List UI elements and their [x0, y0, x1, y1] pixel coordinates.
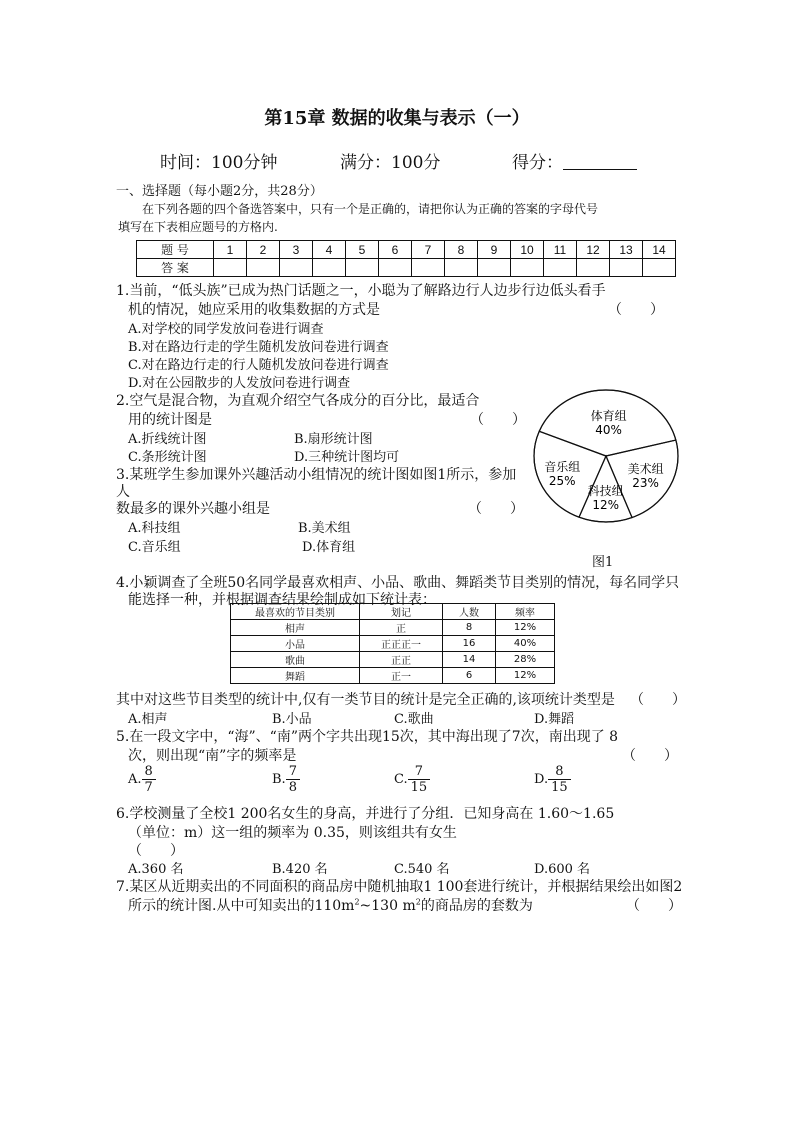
q3-stem: 数最多的课外兴趣小组是 — [116, 501, 270, 517]
time-label: 时间：100分钟 — [160, 153, 278, 173]
q1-option-a[interactable]: A.对学校的同学发放问卷进行调查 — [128, 322, 324, 337]
numerator: 7 — [286, 764, 300, 780]
figure1-caption: 图1 — [592, 555, 614, 570]
answer-paren[interactable]: （ ） — [626, 898, 682, 914]
q4-option-c[interactable]: C.歌曲 — [394, 712, 434, 727]
numerator: 7 — [408, 764, 431, 780]
q5-option-c[interactable] — [394, 764, 430, 795]
question-number: 9 — [478, 241, 511, 259]
answer-cell[interactable] — [214, 259, 247, 277]
program-stat-table — [230, 603, 555, 684]
answer-cell[interactable] — [247, 259, 280, 277]
q7-text: 所示的统计图.从中可知卖出的110m — [128, 898, 355, 914]
row-label: 题 号 — [137, 241, 214, 259]
answer-cell[interactable] — [313, 259, 346, 277]
answer-cell[interactable] — [643, 259, 676, 277]
q5-option-d[interactable] — [534, 764, 571, 795]
stat-table-header — [231, 604, 555, 620]
question-number: 4 — [313, 241, 346, 259]
q6-option-d[interactable]: D.600 名 — [534, 862, 591, 877]
instruction-line: 填写在下表相应题号的方格内. — [118, 220, 278, 234]
q6-option-c[interactable]: C.540 名 — [394, 862, 450, 877]
question-number: 13 — [610, 241, 643, 259]
question-number: 1 — [214, 241, 247, 259]
q2-option-a[interactable]: A.折线统计图 — [128, 432, 207, 447]
denominator: 15 — [551, 780, 568, 795]
stat-header: 划记 — [360, 604, 443, 620]
answer-paren[interactable]: （ ） — [468, 501, 524, 517]
answer-cell[interactable] — [445, 259, 478, 277]
answer-cell[interactable] — [346, 259, 379, 277]
q2-stem: 用的统计图是 — [128, 412, 212, 428]
answer-cell[interactable] — [544, 259, 577, 277]
question-number: 12 — [577, 241, 610, 259]
stat-cell: 16 — [443, 636, 496, 652]
stat-header: 最喜欢的节目类别 — [231, 604, 360, 620]
option-letter: B. — [272, 772, 286, 787]
stat-cell: 正正正一 — [360, 636, 443, 652]
full-score-label: 满分：100分 — [340, 153, 441, 173]
stat-cell: 28% — [496, 652, 555, 668]
stat-cell: 6 — [443, 668, 496, 684]
answer-cell[interactable] — [577, 259, 610, 277]
answer-cell[interactable] — [610, 259, 643, 277]
q5-stem: 次，则出现“南”字的频率是 — [128, 748, 297, 764]
q6-stem: （单位：m）这一组的频率为 0.35，则该组共有女生 — [128, 825, 457, 841]
answer-cell[interactable] — [511, 259, 544, 277]
superscript: 2 — [354, 897, 360, 907]
pie-slice-value: 25% — [548, 474, 576, 489]
q3-option-b[interactable]: B.美术组 — [298, 521, 351, 536]
stat-cell: 14 — [443, 652, 496, 668]
answer-paren[interactable]: （ ） — [128, 843, 184, 859]
q4-stem: 其中对这些节目类型的统计中,仅有一类节目的统计是完全正确的,该项统计类型是 — [116, 692, 615, 708]
section-heading: 一、选择题（每小题2分，共28分） — [116, 184, 323, 199]
stat-cell: 小品 — [231, 636, 360, 652]
q7-text: 的商品房的套数为 — [420, 898, 533, 914]
stat-cell: 40% — [496, 636, 555, 652]
stat-header: 人数 — [443, 604, 496, 620]
answer-cell[interactable] — [478, 259, 511, 277]
stat-cell: 12% — [496, 668, 555, 684]
q3-option-c[interactable]: C.音乐组 — [128, 540, 181, 555]
question-number: 2 — [247, 241, 280, 259]
fraction — [548, 764, 571, 795]
table-row — [231, 636, 555, 652]
q1-option-b[interactable]: B.对在路边行走的学生随机发放问卷进行调查 — [128, 340, 389, 355]
stat-cell: 正一 — [360, 668, 443, 684]
pie-slice-label: 音乐组 — [544, 460, 581, 475]
q4-stem: 4.小颖调查了全班50名同学最喜欢相声、小品、歌曲、舞蹈类节目类别的情况，每名同学只 — [116, 575, 680, 591]
superscript: 2 — [415, 897, 421, 907]
q4-option-a[interactable]: A.相声 — [128, 712, 168, 727]
q3-stem: 3.某班学生参加课外兴趣活动小组情况的统计图如图1所示，参加 — [116, 467, 517, 483]
score-field[interactable] — [512, 148, 637, 173]
denominator: 8 — [288, 780, 297, 795]
pie-slice-value: 40% — [595, 422, 622, 437]
pie-slice-label: 科技组 — [587, 483, 624, 498]
question-number: 8 — [445, 241, 478, 259]
q3-option-d[interactable]: D.体育组 — [302, 540, 356, 555]
stat-cell: 舞蹈 — [231, 668, 360, 684]
q7-stem — [128, 895, 533, 915]
q1-stem: 机的情况，她应采用的收集数据的方式是 — [128, 302, 380, 318]
stat-cell: 8 — [443, 620, 496, 636]
stat-cell: 歌曲 — [231, 652, 360, 668]
q2-stem: 2.空气是混合物，为直观介绍空气各成分的百分比，最适合 — [116, 393, 480, 409]
q4-option-b[interactable]: B.小品 — [272, 712, 312, 727]
answer-table-number-row — [137, 241, 676, 259]
q5-option-a[interactable] — [128, 764, 156, 795]
q3-option-a[interactable]: A.科技组 — [128, 521, 181, 536]
answer-table — [136, 240, 676, 277]
answer-paren[interactable]: （ ） — [470, 412, 526, 428]
q1-option-d[interactable]: D.对在公园散步的人发放问卷进行调查 — [128, 376, 351, 391]
question-number: 7 — [412, 241, 445, 259]
question-number: 3 — [280, 241, 313, 259]
q6-stem: 6.学校测量了全校1 200名女生的身高，并进行了分组．已知身高在 1.60～1.65 — [116, 806, 615, 822]
table-row — [231, 668, 555, 684]
q6-option-b[interactable]: B.420 名 — [272, 862, 328, 877]
question-number: 14 — [643, 241, 676, 259]
q7-stem: 7.某区从近期卖出的不同面积的商品房中随机抽取1 100套进行统计，并根据结果绘出如图2 — [116, 879, 683, 895]
q7-text: ~130 m — [359, 898, 416, 914]
score-blank[interactable] — [563, 153, 637, 170]
q4-stem: 能选择一种，并根据调查结果绘制成如下统计表： — [128, 592, 436, 608]
stat-cell: 12% — [496, 620, 555, 636]
question-number: 11 — [544, 241, 577, 259]
stat-cell: 相声 — [231, 620, 360, 636]
pie-slice-value: 23% — [632, 475, 659, 490]
numerator: 8 — [142, 764, 156, 780]
figure1-pie-chart — [530, 386, 682, 526]
question-number: 5 — [346, 241, 379, 259]
answer-cell[interactable] — [280, 259, 313, 277]
q3-stem: 人 — [116, 484, 130, 500]
row-label: 答 案 — [137, 259, 214, 277]
q2-option-c[interactable]: C.条形统计图 — [128, 450, 207, 465]
option-letter: A. — [128, 772, 142, 787]
denominator: 7 — [144, 780, 153, 795]
answer-cell[interactable] — [379, 259, 412, 277]
q1-stem: 1.当前，“低头族”已成为热门话题之一，小聪为了解路边行人边步行边低头看手 — [116, 283, 606, 299]
page-title: 第15章 数据的收集与表示（一） — [264, 108, 530, 129]
q5-stem: 5.在一段文字中，“海”、“南”两个字共出现15次，其中海出现了7次，南出现了 8 — [116, 729, 619, 745]
fraction — [286, 764, 300, 795]
table-row — [231, 652, 555, 668]
table-row — [231, 620, 555, 636]
answer-paren[interactable]: （ ） — [622, 748, 678, 764]
stat-cell: 正正 — [360, 652, 443, 668]
q4-option-d[interactable]: D.舞蹈 — [534, 712, 575, 727]
q5-option-b[interactable] — [272, 764, 300, 795]
fraction — [408, 764, 431, 795]
pie-slice-label: 体育组 — [590, 408, 627, 423]
answer-table-answer-row — [137, 259, 676, 277]
instruction-line: 在下列各题的四个备选答案中，只有一个是正确的，请把你认为正确的答案的字母代号 — [142, 202, 599, 216]
option-letter: C. — [394, 772, 408, 787]
score-label: 得分： — [512, 153, 563, 173]
stat-header: 频率 — [496, 604, 555, 620]
denominator: 15 — [410, 780, 428, 795]
numerator: 8 — [548, 764, 571, 780]
question-number: 6 — [379, 241, 412, 259]
q1-option-c[interactable]: C.对在路边行走的行人随机发放问卷进行调查 — [128, 358, 389, 373]
pie-slice-label: 美术组 — [627, 461, 664, 476]
q2-option-d[interactable]: D.三种统计图均可 — [294, 450, 400, 465]
question-number: 10 — [511, 241, 544, 259]
q2-option-b[interactable]: B.扇形统计图 — [294, 432, 373, 447]
answer-paren[interactable]: （ ） — [630, 692, 686, 708]
q6-option-a[interactable]: A.360 名 — [128, 862, 184, 877]
pie-slice-value: 12% — [592, 497, 620, 512]
fraction — [142, 764, 156, 795]
option-letter: D. — [534, 772, 549, 787]
answer-cell[interactable] — [412, 259, 445, 277]
stat-cell: 正 — [360, 620, 443, 636]
answer-paren[interactable]: （ ） — [608, 302, 664, 318]
